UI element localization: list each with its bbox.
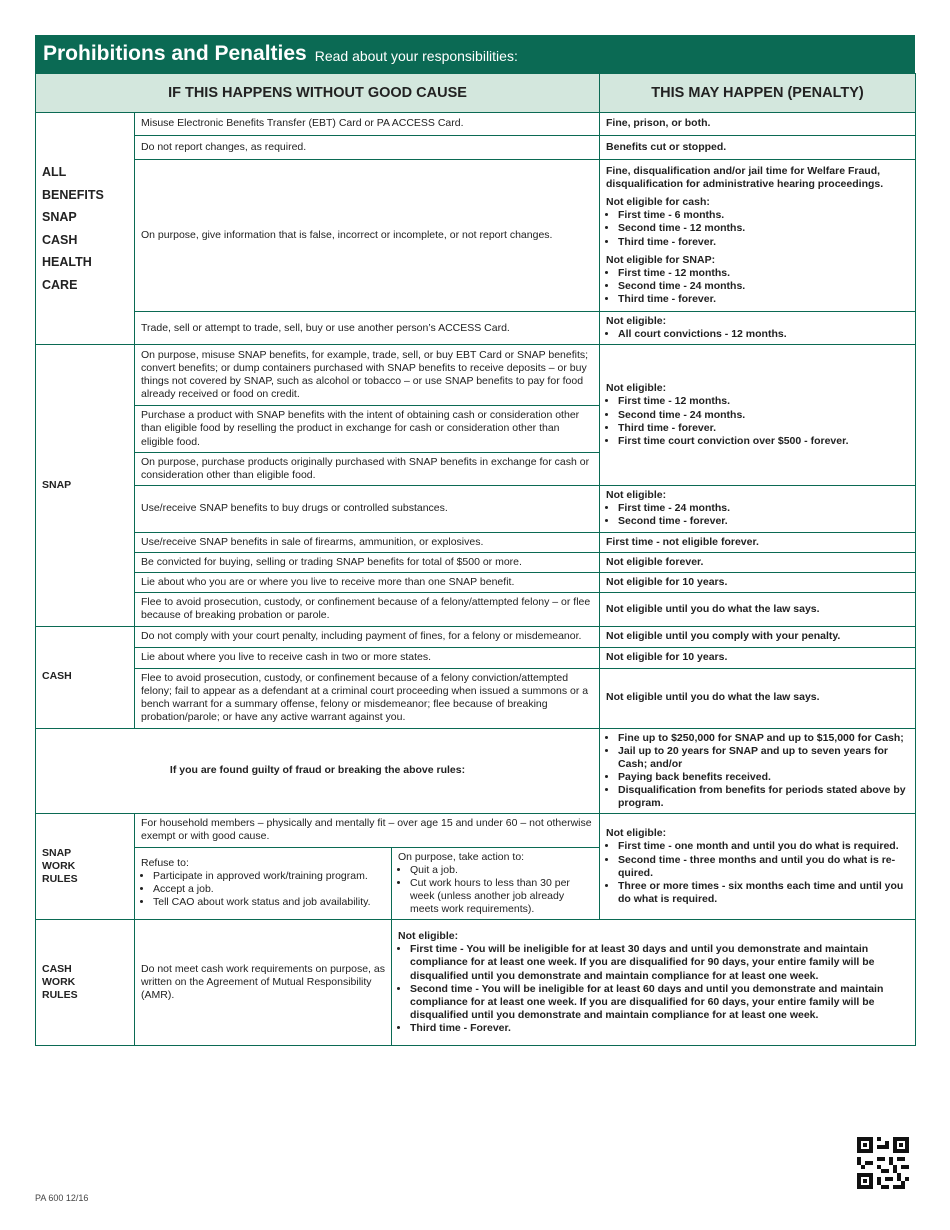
condition-cell: Do not comply with your court penalty, including payment of fines, for a felony or misdemeanor. <box>135 626 600 647</box>
penalty-heading: Not eligible: <box>606 827 667 840</box>
category-label: WORK <box>42 860 76 873</box>
list-item: • Accept a job. <box>153 883 385 896</box>
penalty-cell: Not eligible until you comply with your penalty. <box>600 626 916 647</box>
list-item: • First time court conviction over $500 - forever. <box>618 435 909 448</box>
list-item: • All court convictions - 12 months. <box>618 328 909 341</box>
form-number: PA 600 12/16 <box>35 1193 89 1203</box>
penalty-list <box>606 502 909 528</box>
condition-cell: Use/receive SNAP benefits in sale of firearms, ammunition, or explosives. <box>135 532 600 552</box>
list-item: • Second time - You will be ineligible for at least 60 days and until you demonstrate and maintain compliance for at least one week. If you are disqualified for 60 days, your entire family will be disqualified until you demonstrate and maintain compliance for at least one week. <box>410 983 909 1022</box>
penalty-heading: Not eligible: <box>398 930 459 943</box>
list-item: • Tell CAO about work status and job availability. <box>153 896 385 909</box>
table-row <box>36 626 916 647</box>
page-title: Prohibitions and Penalties <box>43 42 307 65</box>
list-item: • Third time - Forever. <box>410 1022 909 1035</box>
category-snap-work-rules <box>36 814 135 920</box>
category-snap: SNAP <box>36 345 135 626</box>
condition-cell: Be convicted for buying, selling or trading SNAP benefits for total of $500 or more. <box>135 553 600 573</box>
condition-cell: Do not meet cash work requirements on purpose, as written on the Agreement of Mutual Responsibility (AMR). <box>135 920 392 1046</box>
category-cash-work-rules <box>36 920 135 1046</box>
category-label: CASH <box>42 962 72 975</box>
condition-heading: On purpose, take action to: <box>398 850 525 863</box>
list-item: • Fine up to $250,000 for SNAP and up to $15,000 for Cash; <box>618 732 909 745</box>
list-item: • Third time - forever. <box>618 293 909 306</box>
table-row <box>36 532 916 552</box>
penalty-cell <box>600 160 916 312</box>
list-item: • Second time - forever. <box>618 515 909 528</box>
table-row <box>36 485 916 532</box>
list-item: • First time - 12 months. <box>618 267 909 280</box>
list-item: • Third time - forever. <box>618 236 909 249</box>
list-item: • Quit a job. <box>410 864 593 877</box>
penalty-cell <box>600 485 916 532</box>
table-row <box>36 593 916 626</box>
list-item: • First time - one month and until you do what is required. <box>618 840 909 853</box>
penalty-list <box>606 209 909 248</box>
penalty-list <box>606 395 909 448</box>
category-label: SNAP <box>42 210 77 225</box>
penalty-cell: Not eligible for 10 years. <box>600 573 916 593</box>
qr-code-icon <box>857 1137 909 1189</box>
condition-cell: Misuse Electronic Benefits Transfer (EBT) Card or PA ACCESS Card. <box>135 113 600 136</box>
condition-cell: Trade, sell or attempt to trade, sell, buy or use another person’s ACCESS Card. <box>135 312 600 345</box>
category-label: CASH <box>42 232 78 247</box>
penalties-table <box>35 73 916 1046</box>
list-item: • First time - You will be ineligible for at least 30 days and until you demonstrate and maintain compliance for at least one week. If you are disqualified for 90 days, your entire family will be disqualified until you demonstrate and maintain compliance for at least one week. <box>410 943 909 982</box>
category-cash: CASH <box>36 626 135 728</box>
penalty-heading: Not eligible for SNAP: <box>606 253 716 266</box>
penalty-list <box>606 840 909 906</box>
penalty-heading: Not eligible: <box>606 489 667 502</box>
condition-cell: For household members – physically and mentally fit – over age 15 and under 60 – not otherwise exempt or with good cause. <box>135 814 600 847</box>
penalty-cell: Fine, prison, or both. <box>600 113 916 136</box>
penalty-column-header: THIS MAY HAPPEN (PENALTY) <box>600 74 916 113</box>
document <box>35 35 915 1046</box>
condition-list <box>398 864 593 917</box>
list-item: • Paying back benefits received. <box>618 771 909 784</box>
penalty-cell: Benefits cut or stopped. <box>600 136 916 160</box>
table-row <box>36 345 916 406</box>
condition-cell: On purpose, misuse SNAP benefits, for example, trade, sell, or buy EBT Card or SNAP benefits; convert benefits; or dump containers purchased with SNAP benefits to receive deposits – or buy things not covered by SNAP, such as alcohol or tobacco – or use SNAP benefits to pay for food already received or food on credit. <box>135 345 600 406</box>
penalty-cell <box>600 814 916 920</box>
table-row <box>36 573 916 593</box>
condition-cell <box>135 847 392 920</box>
penalty-intro: Fine, disqualification and/or jail time for Welfare Fraud, disqualification for administrative hearing proceedings. <box>606 164 884 190</box>
category-label: RULES <box>42 989 78 1002</box>
table-row <box>36 647 916 668</box>
list-item: • Three or more times - six months each time and until you do what is required. <box>618 880 909 906</box>
condition-cell: On purpose, give information that is false, incorrect or incomplete, or not report changes. <box>135 160 600 312</box>
condition-cell: Use/receive SNAP benefits to buy drugs or controlled substances. <box>135 485 600 532</box>
condition-cell: Lie about who you are or where you live to receive more than one SNAP benefit. <box>135 573 600 593</box>
table-row <box>36 113 916 136</box>
list-item: • Participate in approved work/training program. <box>153 870 385 883</box>
table-row <box>36 814 916 847</box>
condition-cell: Flee to avoid prosecution, custody, or confinement because of a felony/attempted felony – or flee because of breaking probation or parole. <box>135 593 600 626</box>
table-row <box>36 728 916 814</box>
penalty-cell: Not eligible until you do what the law says. <box>600 668 916 728</box>
condition-cell: Purchase a product with SNAP benefits with the intent of obtaining cash or consideration other than eligible food by reselling the product in exchange for cash or consideration other than eligible food. <box>135 406 600 452</box>
table-row <box>36 160 916 312</box>
list-item: • Second time - 12 months. <box>618 222 909 235</box>
penalty-heading: Not eligible for cash: <box>606 196 710 209</box>
list-item: • Second time - 24 months. <box>618 409 909 422</box>
category-all-benefits <box>36 113 135 345</box>
condition-cell: On purpose, purchase products originally purchased with SNAP benefits in exchange for cash or consideration other than eligible food. <box>135 452 600 485</box>
penalty-cell <box>600 312 916 345</box>
condition-cell: Lie about where you live to receive cash in two or more states. <box>135 647 600 668</box>
category-label: WORK <box>42 976 76 989</box>
penalty-cell <box>392 920 916 1046</box>
table-row <box>36 920 916 1046</box>
list-item: • Jail up to 20 years for SNAP and up to seven years for Cash; and/or <box>618 745 909 771</box>
condition-heading: Refuse to: <box>141 857 189 870</box>
penalty-list <box>606 328 909 341</box>
list-item: • Second time - three months and until you do what is re-quired. <box>618 854 909 880</box>
penalty-cell <box>600 345 916 486</box>
penalty-cell: Not eligible for 10 years. <box>600 647 916 668</box>
condition-list <box>141 870 385 909</box>
title-bar <box>35 35 915 73</box>
penalty-heading: Not eligible: <box>606 382 667 395</box>
category-label: SNAP <box>42 847 72 859</box>
category-label: RULES <box>42 873 78 886</box>
condition-cell: Do not report changes, as required. <box>135 136 600 160</box>
category-label: HEALTH CARE <box>42 255 92 292</box>
list-item: • Third time - forever. <box>618 422 909 435</box>
table-row <box>36 312 916 345</box>
penalty-list <box>606 267 909 306</box>
penalty-list <box>398 943 909 1035</box>
list-item: • Second time - 24 months. <box>618 280 909 293</box>
penalty-cell <box>600 728 916 814</box>
penalty-heading: Not eligible: <box>606 315 667 327</box>
condition-cell <box>392 847 600 920</box>
list-item: • Disqualification from benefits for periods stated above by program. <box>618 784 909 810</box>
table-row <box>36 668 916 728</box>
fraud-statement: If you are found guilty of fraud or breaking the above rules: <box>36 728 600 814</box>
list-item: • Cut work hours to less than 30 per week (unless another job already meets work requirements). <box>410 877 593 916</box>
list-item: • First time - 24 months. <box>618 502 909 515</box>
penalty-cell: Not eligible until you do what the law says. <box>600 593 916 626</box>
page-subtitle: Read about your responsibilities: <box>314 47 518 64</box>
penalty-list <box>606 732 909 811</box>
list-item: • First time - 12 months. <box>618 395 909 408</box>
condition-cell: Flee to avoid prosecution, custody, or confinement because of a felony conviction/attempted felony; fail to appear as a defendant at a criminal court proceeding when issued a summons or a bench warrant for a summary offense, felony or misdemeanor; flee because of breaking probation/parole; or have any active warrant against you. <box>135 668 600 728</box>
table-row <box>36 553 916 573</box>
condition-column-header: IF THIS HAPPENS WITHOUT GOOD CAUSE <box>36 74 600 113</box>
penalty-cell: Not eligible forever. <box>600 553 916 573</box>
table-row <box>36 136 916 160</box>
category-label: ALL BENEFITS <box>42 165 104 202</box>
penalty-cell: First time - not eligible forever. <box>600 532 916 552</box>
list-item: • First time - 6 months. <box>618 209 909 222</box>
